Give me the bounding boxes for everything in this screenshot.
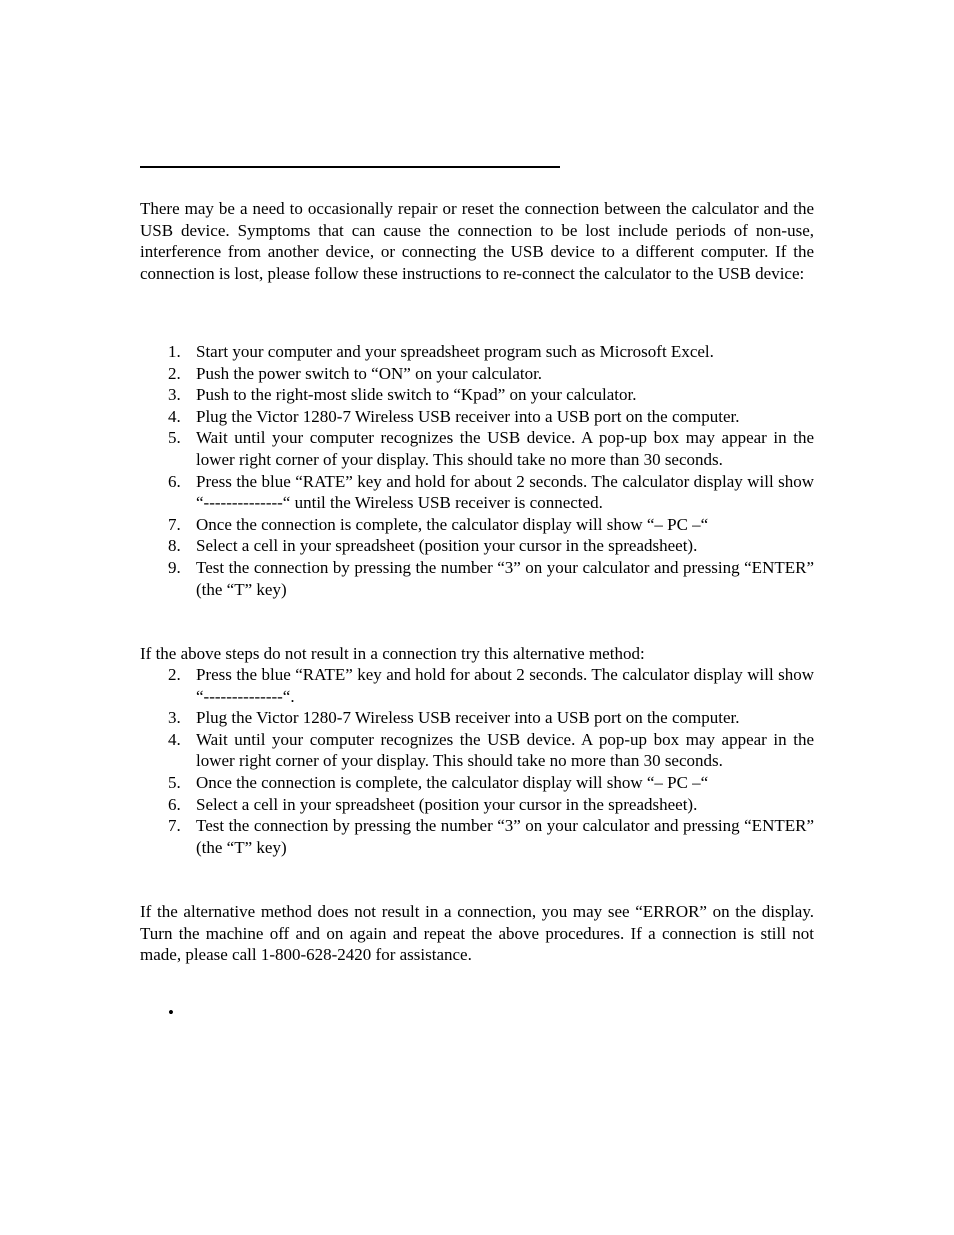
alt-step-item — [168, 664, 814, 707]
step-number: 2. — [168, 363, 181, 383]
step-item — [168, 341, 814, 363]
step-text: Once the connection is complete, the calculator display will show “– PC –“ — [196, 514, 709, 534]
step-number: 5. — [168, 428, 181, 448]
step-item — [168, 557, 814, 600]
step-item — [168, 363, 814, 385]
alt-step-item — [168, 729, 814, 772]
outro-paragraph: If the alternative method does not result in a connection, you may see “ERROR” on the display. Turn the machine off and on again and repeat the above procedures. If a connection is still not made, please call 1-800-628-2420 for assistance. — [140, 902, 814, 965]
step-text: Wait until your computer recognizes the USB device. A pop-up box may appear in the lower right corner of your display. This should take no more than 30 seconds. — [196, 428, 814, 469]
step-number: 7. — [168, 514, 181, 534]
step-item — [168, 514, 814, 536]
step-text: Push to the right-most slide switch to “Kpad” on your calculator. — [196, 385, 637, 405]
alt-method-heading: If the above steps do not result in a connection try this alternative method: — [140, 644, 645, 663]
alt-step-text: Plug the Victor 1280-7 Wireless USB receiver into a USB port on the computer. — [196, 708, 740, 728]
alt-step-item — [168, 707, 814, 729]
alt-step-number: 3. — [168, 708, 181, 728]
alt-step-text: Once the connection is complete, the calculator display will show “– PC –“ — [196, 772, 709, 792]
step-text: Start your computer and your spreadsheet program such as Microsoft Excel. — [196, 342, 714, 361]
step-item — [168, 535, 814, 557]
step-item — [168, 427, 814, 470]
step-item — [168, 471, 814, 514]
step-number: 4. — [168, 406, 181, 426]
step-number: 8. — [168, 536, 181, 556]
bullet-point: • — [168, 1003, 174, 1022]
step-item — [168, 384, 814, 406]
alt-step-number: 6. — [168, 794, 181, 814]
alt-step-number: 4. — [168, 729, 181, 749]
alt-step-text: Test the connection by pressing the number “3” on your calculator and pressing “ENTER” (the “T” key) — [196, 816, 814, 857]
alt-steps-list — [140, 664, 814, 858]
alt-step-number: 7. — [168, 816, 181, 836]
step-text: Press the blue “RATE” key and hold for about 2 seconds. The calculator display will show “--------------“ until the Wireless USB receiver is connected. — [196, 471, 814, 513]
step-number: 1. — [168, 342, 181, 361]
steps-ordered-list — [140, 341, 814, 600]
alt-step-text: Press the blue “RATE” key and hold for about 2 seconds. The calculator display will show “--------------“. — [196, 665, 814, 706]
step-number: 9. — [168, 557, 181, 577]
step-text: Test the connection by pressing the number “3” on your calculator and pressing “ENTER” (the “T” key) — [196, 557, 814, 599]
step-text: Plug the Victor 1280-7 Wireless USB receiver into a USB port on the computer. — [196, 406, 740, 426]
alt-step-text: Select a cell in your spreadsheet (position your cursor in the spreadsheet). — [196, 794, 698, 814]
step-item — [168, 406, 814, 428]
horizontal-rule — [140, 166, 560, 168]
alt-step-number: 2. — [168, 665, 181, 684]
alt-step-number: 5. — [168, 772, 181, 792]
intro-paragraph: There may be a need to occasionally repair or reset the connection between the calculator and the USB device. Symptoms that can cause the connection to be lost include periods of non-use, interference from another device, or connecting the USB device to a different computer. If the connection is lost, please follow these instructions to re-connect the calculator to the USB device: — [140, 199, 814, 283]
step-text: Push the power switch to “ON” on your calculator. — [196, 363, 543, 383]
alt-step-item — [168, 772, 814, 794]
step-text: Select a cell in your spreadsheet (position your cursor in the spreadsheet). — [196, 536, 698, 556]
alt-step-item — [168, 815, 814, 858]
steps-list — [140, 341, 814, 600]
alt-steps-ordered-list — [140, 664, 814, 858]
alt-step-text: Wait until your computer recognizes the USB device. A pop-up box may appear in the lower right corner of your display. This should take no more than 30 seconds. — [196, 729, 814, 771]
step-number: 3. — [168, 385, 181, 405]
alt-step-item — [168, 794, 814, 816]
step-number: 6. — [168, 471, 181, 491]
